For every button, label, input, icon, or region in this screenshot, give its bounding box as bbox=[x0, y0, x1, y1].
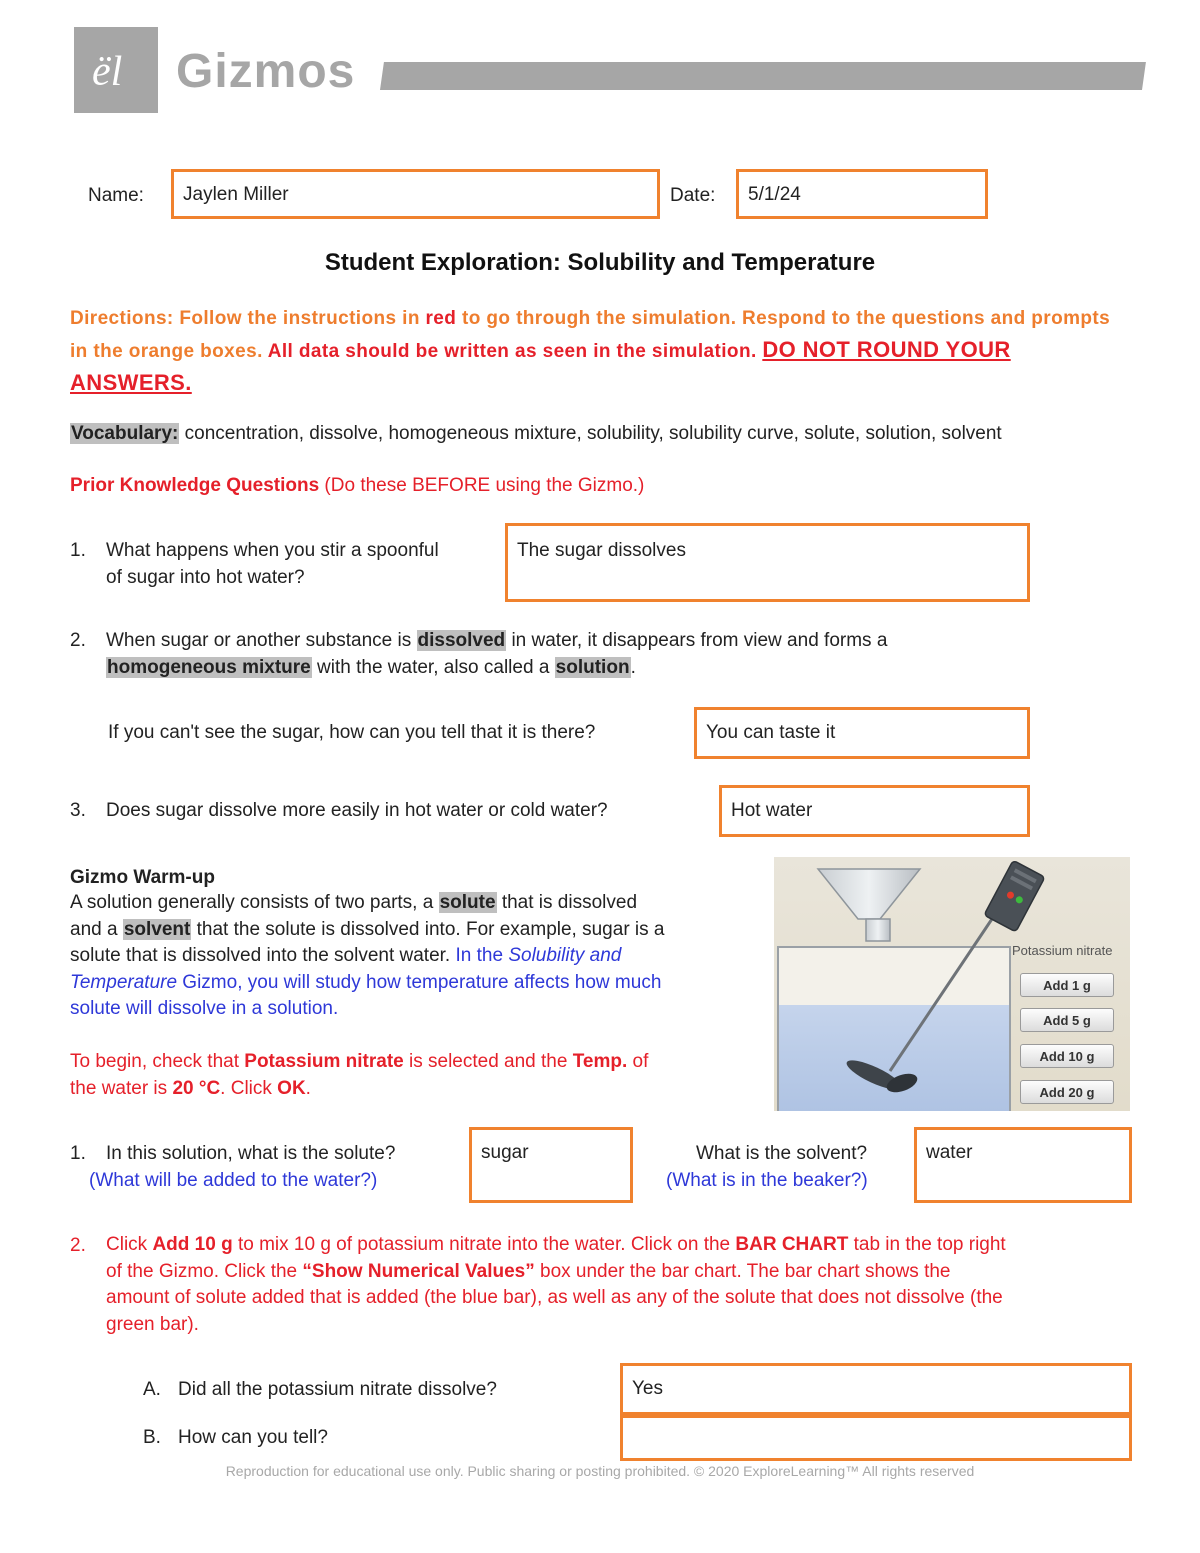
prior-q1-line1: What happens when you stir a spoonful bbox=[106, 540, 439, 561]
instruction-text: . Click bbox=[220, 1078, 278, 1099]
sim-panel-label: Potassium nitrate bbox=[1012, 943, 1113, 958]
qb-answer-box[interactable] bbox=[620, 1415, 1132, 1461]
q2-text: amount of solute added that is added (the blue bar), as well as any of the solute that does not dissolve (the bbox=[106, 1287, 1003, 1308]
q2-text: green bar). bbox=[106, 1313, 199, 1335]
footer-copyright: Reproduction for educational use only. Public sharing or posting prohibited. © 2020 ExploreLearning™ All rights reserved bbox=[225, 1463, 975, 1479]
term-solute: solute bbox=[439, 892, 496, 913]
prior-q2-question: If you can't see the sugar, how can you tell that it is there? bbox=[108, 722, 596, 743]
term-solution: solution bbox=[555, 657, 630, 678]
svg-text:ël: ël bbox=[92, 49, 123, 95]
add-1g-button[interactable]: Add 1 g bbox=[1020, 973, 1114, 997]
prior-q3-question: Does sugar dissolve more easily in hot water or cold water? bbox=[106, 800, 608, 821]
prior-q3-number: 3. bbox=[70, 800, 86, 821]
warmup-blue-text: solute will dissolve in a solution. bbox=[70, 998, 339, 1019]
warmup-heading: Gizmo Warm-up bbox=[70, 867, 215, 888]
q2-text: to mix 10 g of potassium nitrate into the water. Click on the bbox=[232, 1234, 736, 1255]
qa-number: A. bbox=[143, 1379, 161, 1400]
solvent-hint: (What is in the beaker?) bbox=[666, 1170, 868, 1191]
vocabulary-label: Vocabulary: bbox=[71, 423, 179, 444]
directions-text-2: to go through the simulation. Respond to the questions and prompts in the orange boxes. bbox=[70, 308, 1111, 362]
qa-question: Did all the potassium nitrate dissolve? bbox=[178, 1379, 497, 1400]
solute-hint: (What will be added to the water?) bbox=[89, 1170, 378, 1191]
name-label: Name: bbox=[88, 185, 144, 206]
name-field[interactable]: Jaylen Miller bbox=[171, 169, 660, 219]
warmup-text: solute that is dissolved into the solvent water. bbox=[70, 945, 456, 966]
warmup-blue-text: In the bbox=[455, 945, 509, 966]
instruction-ok: OK bbox=[277, 1078, 306, 1099]
instruction-temp: Temp. bbox=[572, 1051, 628, 1072]
term-solvent: solvent bbox=[123, 918, 191, 940]
q2-text: tab in the top right bbox=[848, 1234, 1006, 1255]
add-5g-button[interactable]: Add 5 g bbox=[1020, 1008, 1114, 1032]
el-logo-icon bbox=[74, 27, 158, 113]
header-bar bbox=[380, 62, 1146, 90]
gizmo-name-italic: Solubility and bbox=[508, 945, 622, 966]
prior-knowledge-heading bbox=[70, 472, 644, 499]
directions bbox=[70, 303, 1130, 400]
prior-q2-number: 2. bbox=[70, 630, 86, 651]
q2-text: Click bbox=[106, 1234, 153, 1255]
q2-text: box under the bar chart. The bar chart shows the bbox=[534, 1260, 951, 1282]
instruction-text: of bbox=[627, 1051, 649, 1072]
date-field[interactable]: 5/1/24 bbox=[736, 169, 988, 219]
q2-add-10g: Add 10 g bbox=[152, 1234, 233, 1255]
vocabulary bbox=[70, 420, 1150, 447]
warmup-text: that is dissolved bbox=[496, 892, 638, 913]
instruction-text: the water is bbox=[70, 1078, 173, 1099]
warmup-q1-number: 1. bbox=[70, 1143, 86, 1164]
solvent-question: What is the solvent? bbox=[696, 1143, 868, 1164]
prior-heading-note: (Do these BEFORE using the Gizmo.) bbox=[319, 475, 645, 496]
add-20g-button[interactable]: Add 20 g bbox=[1020, 1080, 1114, 1104]
directions-red-word: red bbox=[425, 308, 457, 329]
add-10g-button[interactable]: Add 10 g bbox=[1020, 1044, 1114, 1068]
qa-answer-box[interactable]: Yes bbox=[620, 1363, 1132, 1415]
warmup-blue-text: Gizmo, you will study how temperature affects how much bbox=[177, 971, 662, 993]
directions-text: Directions: Follow the instructions in bbox=[70, 308, 426, 329]
instruction-text: is selected and the bbox=[403, 1051, 573, 1072]
directions-data-note: All data should be written as seen in the simulation. bbox=[267, 341, 763, 362]
prior-q2-text bbox=[106, 627, 1106, 681]
qb-question: How can you tell? bbox=[178, 1427, 328, 1448]
prior-q3-answer-box[interactable]: Hot water bbox=[719, 785, 1030, 837]
instruction-temperature-value: 20 °C bbox=[172, 1078, 221, 1099]
vocabulary-terms: concentration, dissolve, homogeneous mixture, solubility, solubility curve, solute, solution, solvent bbox=[179, 423, 1002, 444]
solute-answer-box[interactable]: sugar bbox=[469, 1127, 633, 1203]
term-dissolved: dissolved bbox=[417, 630, 506, 651]
prior-q2-part: When sugar or another substance is bbox=[106, 630, 417, 651]
q2-show-numerical-values: “Show Numerical Values” bbox=[302, 1260, 535, 1282]
warmup-q2-number: 2. bbox=[70, 1235, 86, 1256]
qb-number: B. bbox=[143, 1427, 161, 1448]
gizmo-simulation-image bbox=[774, 857, 1130, 1111]
prior-q1-number: 1. bbox=[70, 540, 86, 561]
q2-text: of the Gizmo. Click the bbox=[106, 1260, 303, 1282]
prior-q1-answer-box[interactable]: The sugar dissolves bbox=[505, 523, 1030, 602]
warmup-text: that the solute is dissolved into. For example, sugar is a bbox=[191, 918, 665, 940]
warmup-text: A solution generally consists of two parts, a bbox=[70, 892, 439, 913]
gizmo-name-italic: Temperature bbox=[70, 971, 178, 993]
warmup-instruction bbox=[70, 1048, 770, 1102]
prior-q1-line2: of sugar into hot water? bbox=[106, 567, 305, 588]
page-title: Student Exploration: Solubility and Temperature bbox=[324, 249, 876, 276]
prior-q2-part: with the water, also called a bbox=[311, 657, 555, 678]
warmup-text: and a bbox=[70, 918, 123, 940]
solute-question: In this solution, what is the solute? bbox=[106, 1143, 396, 1164]
q2-bar-chart: BAR CHART bbox=[735, 1234, 849, 1255]
gizmos-logo-tile bbox=[74, 27, 158, 113]
instruction-text: . bbox=[305, 1078, 311, 1099]
prior-q2-answer-box[interactable]: You can taste it bbox=[694, 707, 1030, 759]
prior-q1-text bbox=[106, 537, 439, 591]
prior-q2-part: . bbox=[630, 657, 636, 678]
solvent-answer-box[interactable]: water bbox=[914, 1127, 1132, 1203]
warmup-q2-instructions bbox=[106, 1232, 1146, 1338]
warmup-paragraph bbox=[70, 890, 770, 1023]
term-homogeneous-mixture: homogeneous mixture bbox=[107, 657, 311, 678]
date-label: Date: bbox=[670, 185, 716, 206]
prior-heading-text: Prior Knowledge Questions bbox=[70, 475, 320, 496]
instruction-text: To begin, check that bbox=[70, 1051, 245, 1072]
directions-warning: DO NOT ROUND YOUR ANSWERS. bbox=[70, 337, 1011, 395]
gizmos-logo-text: Gizmos bbox=[176, 45, 356, 98]
instruction-potassium-nitrate: Potassium nitrate bbox=[244, 1051, 404, 1072]
prior-q2-part: in water, it disappears from view and forms a bbox=[506, 630, 888, 651]
